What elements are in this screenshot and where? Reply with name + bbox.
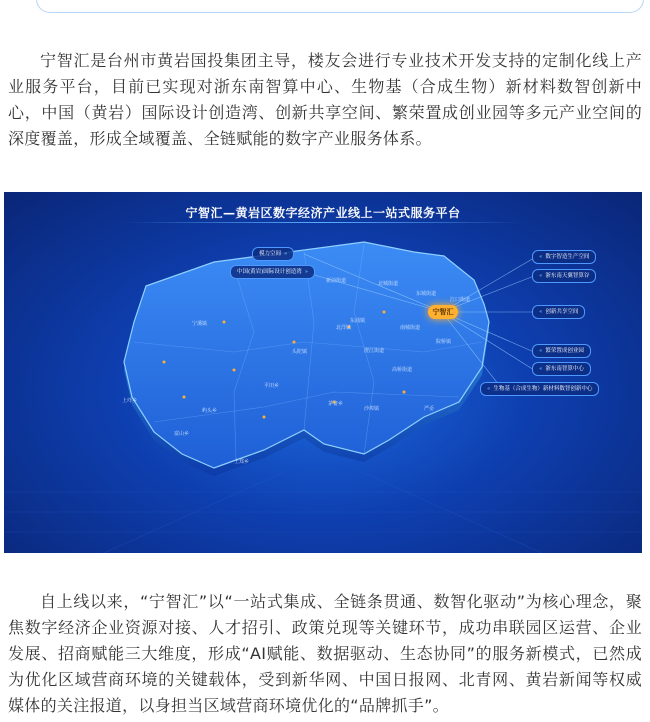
place-label: 上郑乡 (234, 459, 250, 465)
place-label: 高桥街道 (392, 367, 413, 373)
top-card (36, 0, 644, 13)
conclusion-paragraph: 自上线以来，“宁智汇”以“一站式集成、全链条贯通、数智化驱动”为核心理念，聚焦数字经济企业资源对接、人才招引、政策兑现等关键环节，成功串联园区运营、企业发展、招商赋能三大维度，形成“AI赋能、数据驱动、生态协同”的服务新模式，已然成为优化区域营商环境的关键载体，受到新华网、中国日报网、北青网、黄岩新闻等权威媒体的关注报道，以身担当区域营商环境优化的“品牌抓手”。 (8, 592, 642, 715)
tag-right-3: « 创新共享空间 (532, 305, 585, 319)
place-label: 富山乡 (174, 431, 190, 437)
place-label: 沙埠镇 (364, 406, 380, 412)
place-label: 东城街道 (416, 291, 437, 297)
tag-right-5: « 浙东南智算中心 (532, 362, 591, 376)
tag-left-2: 中国(黄岩)国际设计创造湾 » (230, 265, 315, 279)
place-label: 屿头乡 (202, 408, 218, 414)
place-label: 澄江街道 (364, 348, 385, 354)
tag-right-2: « 浙东南天翼智算谷 (532, 269, 596, 283)
map-title: 宁智汇—黄岩区数字经济产业线上一站式服务平台 (185, 206, 461, 220)
place-label: 新前街道 (326, 278, 347, 284)
platform-map-figure (4, 192, 642, 553)
place-label: 北洋镇 (336, 325, 352, 331)
title-underline (124, 222, 522, 223)
place-label: 院桥镇 (436, 339, 452, 345)
grid-floor (4, 472, 642, 553)
place-label: 南城街道 (400, 325, 421, 331)
place-label: 严岙 (424, 406, 435, 412)
tag-left-1: 模力空间 » (252, 247, 294, 261)
place-label: 北城街道 (378, 281, 399, 287)
place-label: 宁溪镇 (192, 321, 208, 327)
place-label: 头陀镇 (292, 349, 308, 355)
place-label: 上垟乡 (122, 398, 138, 404)
place-label: 平田乡 (264, 383, 280, 389)
place-label: 东浦镇 (350, 318, 366, 324)
place-label: 茅畲乡 (328, 401, 344, 407)
intro-paragraph: 宁智汇是台州市黄岩国投集团主导，楼友会进行专业技术开发支持的定制化线上产业服务平台，目前已实现对浙东南智算中心、生物基（合成生物）新材料数智创新中心，中国（黄岩）国际设计创造湾、创新共享空间、繁荣置成创业园等多元产业空间的深度覆盖，形成全域覆盖、全链赋能的数字产业服务体系。 (8, 51, 642, 148)
tag-right-1: « 数字智造生产空间 (532, 250, 596, 264)
place-label: 江口街道 (450, 297, 471, 303)
tag-right-4: « 繁荣置成创业园 (532, 344, 591, 358)
tag-right-6: « 生物基（合成生物）新材料数智创新中心 (480, 382, 599, 396)
hub-badge: 宁智汇 (428, 305, 458, 319)
